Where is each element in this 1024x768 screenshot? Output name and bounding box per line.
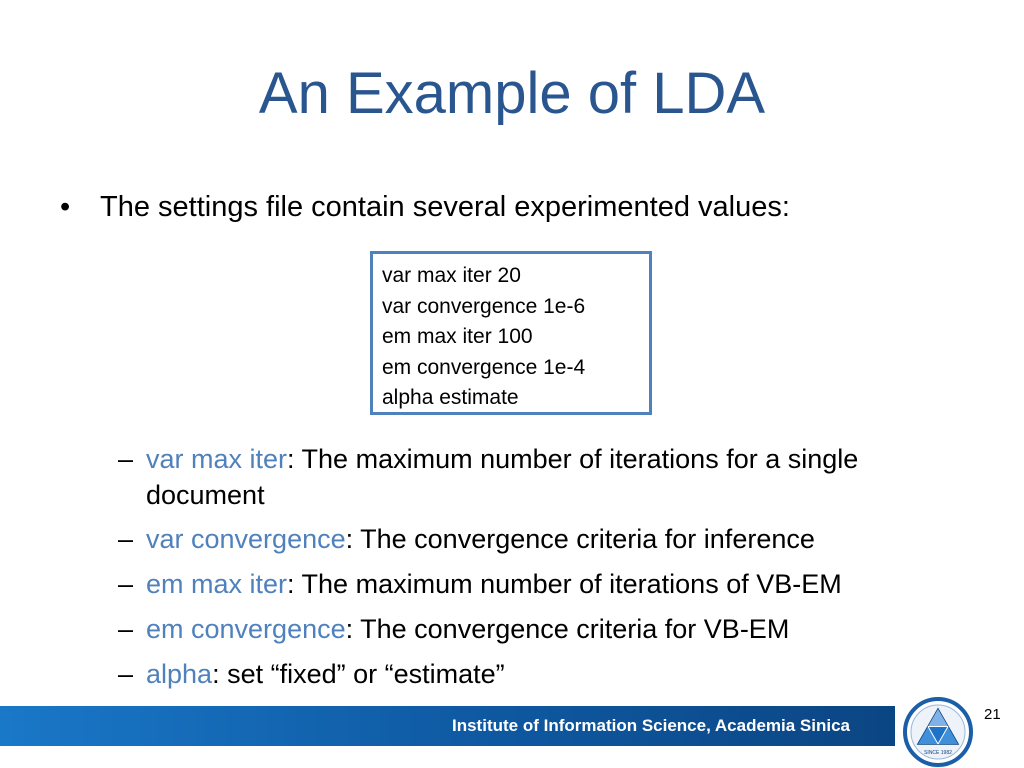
list-item <box>118 521 978 557</box>
list-item <box>118 611 978 647</box>
list-item <box>118 441 978 513</box>
parameter-term: var max iter <box>146 444 288 474</box>
settings-line: em convergence 1e-4 <box>382 355 586 379</box>
parameter-term: var convergence <box>146 524 346 554</box>
parameter-term: alpha <box>146 659 213 689</box>
dash-marker: – <box>118 614 134 644</box>
parameter-description: : The convergence criteria for VB-EM <box>345 614 790 644</box>
logo-text: SINCE 1982 <box>924 750 952 756</box>
list-item <box>118 656 978 692</box>
footer-institution: Institute of Information Science, Academia Sinica <box>452 716 851 735</box>
dash-marker: – <box>118 569 134 599</box>
settings-line: var max iter 20 <box>382 264 521 287</box>
settings-line: alpha estimate <box>382 386 519 409</box>
settings-line: var convergence 1e-6 <box>382 294 586 318</box>
parameter-list <box>118 441 978 701</box>
slide-title: An Example of LDA <box>258 61 766 126</box>
dash-marker: – <box>118 659 134 689</box>
main-bullet <box>60 188 790 226</box>
parameter-description: : The maximum number of iterations of VB-EM <box>287 569 842 599</box>
settings-line: em max iter 100 <box>382 325 533 348</box>
list-item <box>118 566 978 602</box>
dash-marker: – <box>118 444 134 474</box>
parameter-description: : The convergence criteria for inference <box>345 524 815 554</box>
academia-sinica-triangle-logo-icon <box>902 696 974 768</box>
page-number: 21 <box>984 706 1001 723</box>
parameter-description: : The maximum number of iterations for a single document <box>146 444 859 510</box>
main-bullet-text: The settings file contain several experimented values: <box>100 191 790 223</box>
parameter-term: em max iter <box>146 569 288 599</box>
parameter-description: : set “fixed” or “estimate” <box>212 659 505 689</box>
settings-file-box <box>370 251 652 415</box>
parameter-term: em convergence <box>146 614 346 644</box>
bullet-marker: • <box>60 191 71 223</box>
dash-marker: – <box>118 524 134 554</box>
